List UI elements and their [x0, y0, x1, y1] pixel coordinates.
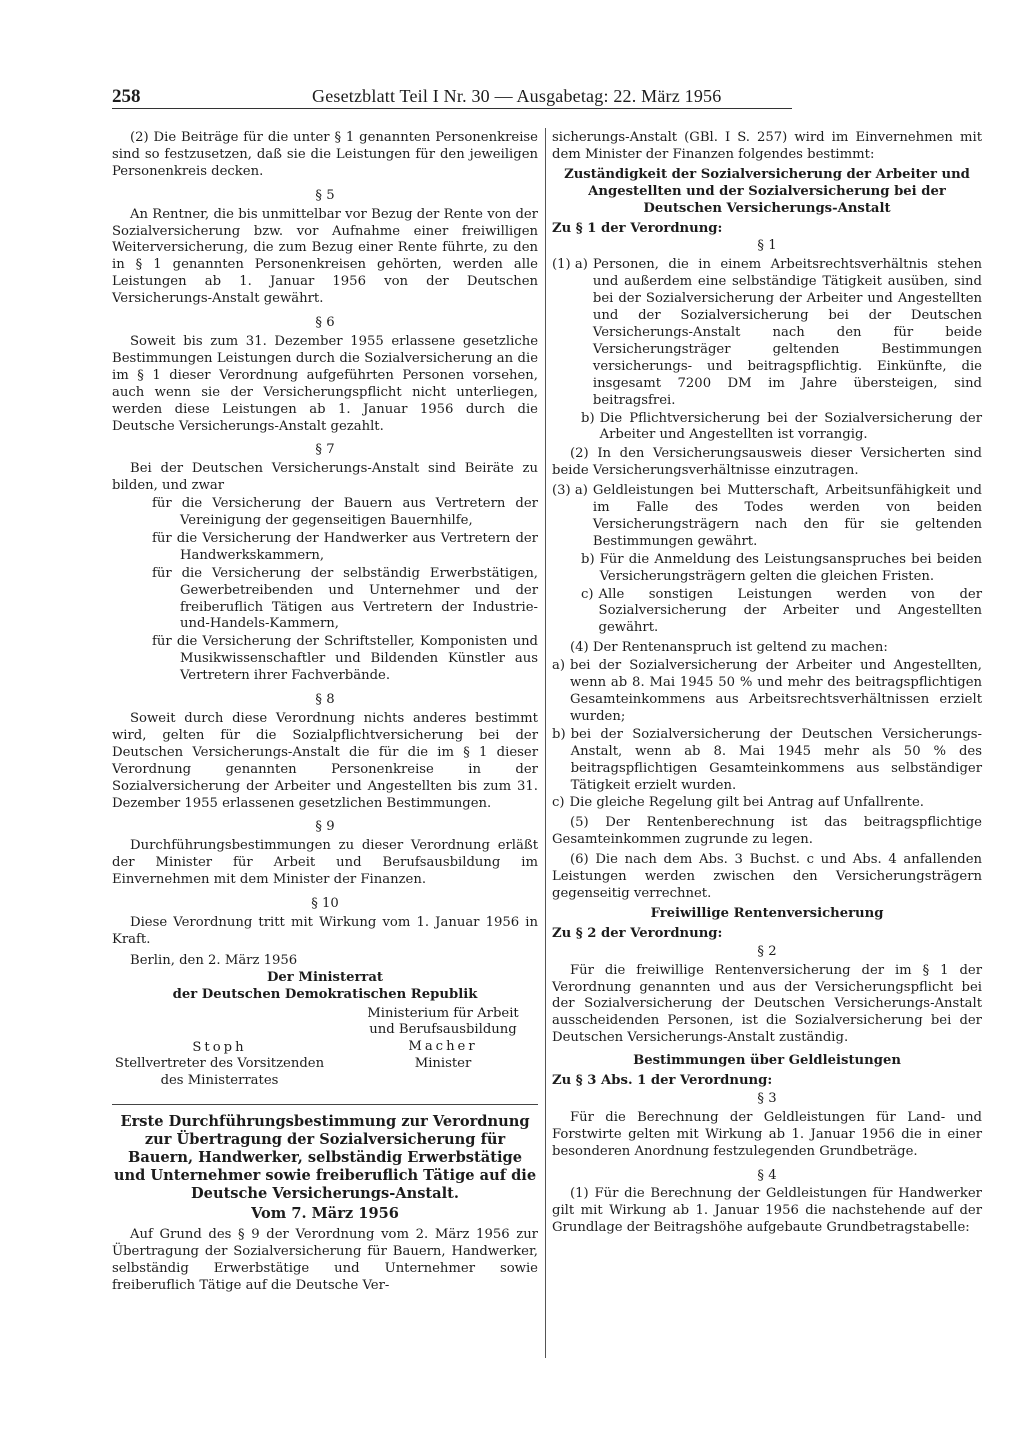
subheading-zu-2: Zu § 2 der Verordnung:	[552, 925, 723, 941]
left-column	[112, 130, 538, 1295]
subheading-zu-3: Zu § 3 Abs. 1 der Verordnung:	[552, 1073, 773, 1089]
paragraph-2: (2) Die Beiträge für die unter § 1 genannten Personenkreise sind so festzusetzen, daß sie die Leistungen für den jeweiligen Personenkreis decken.	[112, 130, 538, 179]
ministry-line-2: und Berufsausbildung	[369, 1022, 517, 1038]
page-header	[112, 86, 792, 109]
signature-right	[348, 1006, 538, 1091]
place-date: Berlin, den 2. März 1956	[130, 952, 298, 968]
section-8-heading: § 8	[315, 692, 335, 708]
section-1-heading: § 1	[757, 238, 777, 254]
signatory-role-left-1: Stellvertreter des Vorsitzenden	[114, 1056, 325, 1072]
list-item: für die Versicherung der Schriftsteller, Komponisten und Musikwissenschaftler und Bildenden Künstler aus Vertretern ihrer Fachverbände.	[152, 634, 538, 684]
section-5-text: An Rentner, die bis unmittelbar vor Bezug der Rente von der Sozialversicherung bzw. vor Aufnahme einer freiwilligen Weiterversicherung, die zum Bezug einer Rente führte, zu den in § 1 genannten Personenkreisen gehörten, werden alle Leistungen ab 1. Januar 1956 von der Deutschen Versicherungs-Anstalt gewährt.	[112, 206, 538, 307]
intro-continued: sicherungs-Anstalt (GBl. I S. 257) wird im Einvernehmen mit dem Minister der Finanzen folgendes bestimmt:	[552, 130, 982, 162]
list-item: c) Alle sonstigen Leistungen werden von der Sozialversicherung der Arbeiter und Angestellten gewährt.	[581, 586, 982, 636]
section-10-text: Diese Verordnung tritt mit Wirkung vom 1. Januar 1956 in Kraft.	[112, 914, 538, 947]
list-item: a) bei der Sozialversicherung der Arbeiter und Angestellten, wenn ab 8. Mai 1945 50 % und mehr des beitragspflichtigen Gesamteinkommens aus Arbeitsrechtsverhältnissen erzielt wurden;	[552, 658, 982, 724]
list-item: b) Für die Anmeldung des Leistungsanspruches bei beiden Versicherungsträgern gelten die gleichen Fristen.	[581, 551, 982, 584]
column-divider	[545, 128, 546, 1358]
signature-block	[112, 953, 538, 1090]
section-9-text: Durchführungsbestimmungen zu dieser Verordnung erläßt der Minister für Arbeit und Berufsausbildung im Einvernehmen mit dem Minister der Finanzen.	[112, 838, 538, 888]
ministry-line-1: Ministerium für Arbeit	[367, 1005, 519, 1021]
section-4-heading: § 4	[757, 1167, 777, 1183]
section-5-heading: § 5	[315, 187, 335, 203]
section-6-text: Soweit bis zum 31. Dezember 1955 erlassene gesetzliche Bestimmungen Leistungen durch die Sozialversicherung an die im § 1 dieser Verordnung aufgeführten Personen vorsehen, auch wenn sie der Versicherungspflicht nicht unterliegen, werden diese Leistungen ab 1. Januar 1956 durch die Deutsche Versicherungs-Anstalt gezahlt.	[112, 333, 538, 434]
list-item: b) Die Pflichtversicherung bei der Sozialversicherung der Arbeiter und Angestellten ist vorrangig.	[581, 410, 982, 443]
section-2-text: Für die freiwillige Rentenversicherung der im § 1 der Verordnung genannten und aus der Versicherungspflicht bei der Sozialversicherung der Deutschen Versicherungs-Anstalt ausscheidenden Personen, ist die Sozialversicherung bei der Deutschen Versicherungs-Anstalt zuständig.	[552, 962, 982, 1046]
section-7-heading: § 7	[315, 442, 335, 458]
regulation-date: Vom 7. März 1956	[251, 1205, 399, 1223]
list-item: (3) a) Geldleistungen bei Mutterschaft, Arbeitsunfähigkeit und im Falle des Todes werden von beiden Versicherungsträgern nach den für sie geltenden Bestimmungen gewährt.	[552, 483, 982, 549]
signature-org-2: der Deutschen Demokratischen Republik	[172, 986, 478, 1002]
heading-cash-benefits: Bestimmungen über Geldleistungen	[633, 1053, 901, 1069]
signatory-role-right: Minister	[414, 1056, 472, 1072]
page-number: 258	[112, 86, 141, 107]
signature-org-1: Der Ministerrat	[266, 969, 383, 985]
signatory-role-left-2: des Ministerrates	[160, 1073, 279, 1089]
section-9-heading: § 9	[315, 819, 335, 835]
section-7-text: Bei der Deutschen Versicherungs-Anstalt sind Beiräte zu bilden, und zwar	[112, 461, 538, 494]
paragraph-2: (2) In den Versicherungsausweis dieser Versicherten sind beide Versicherungsverhältnisse einzutragen.	[552, 446, 982, 479]
section-6-heading: § 6	[315, 315, 335, 331]
heading-voluntary-insurance: Freiwillige Rentenversicherung	[650, 905, 884, 921]
right-column	[552, 130, 982, 1237]
list-item: für die Versicherung der selbständig Erwerbstätigen, Gewerbetreibenden und Unternehmer und der freiberuflich Tätigen aus Vertretern der Industrie-und-Handels-Kammern,	[152, 565, 538, 632]
heading-competence: Zuständigkeit der Sozialversicherung der Arbeiter und Angestellten und der Sozialversicherung bei der Deutschen Versicherungs-Anstalt	[564, 166, 970, 216]
signatory-name-right: Macher	[408, 1039, 478, 1055]
list-item: b) bei der Sozialversicherung der Deutschen Versicherungs-Anstalt, wenn ab 8. Mai 1945 mehr als 50 % des beitragspflichtigen Gesamteinkommens aus selbständiger Tätigkeit erzielt wurden.	[552, 726, 982, 793]
paragraph-5: (5) Der Rentenberechnung ist das beitragspflichtige Gesamteinkommen zugrunde zu legen.	[552, 815, 982, 848]
signature-left	[112, 1006, 327, 1091]
subheading-zu-1: Zu § 1 der Verordnung:	[552, 220, 723, 236]
section-2-heading: § 2	[757, 943, 777, 959]
paragraph-6: (6) Die nach dem Abs. 3 Buchst. c und Abs. 4 anfallenden Leistungen werden zwischen den Versicherungsträgern gegenseitig verrechnet.	[552, 852, 982, 901]
signatory-name-left: Stoph	[192, 1039, 247, 1055]
section-3-text: Für die Berechnung der Geldleistungen für Land- und Forstwirte gelten mit Wirkung ab 1. Januar 1956 die in einer besonderen Anordnung festzulegenden Grundbeträge.	[552, 1109, 982, 1159]
signature-row	[112, 1006, 538, 1091]
paragraph-4: (4) Der Rentenanspruch ist geltend zu machen:	[570, 640, 888, 656]
list-item: c) Die gleiche Regelung gilt bei Antrag auf Unfallrente.	[552, 795, 924, 811]
section-4-text: (1) Für die Berechnung der Geldleistungen für Handwerker gilt mit Wirkung ab 1. Januar 1956 die nachstehende auf der Grundlage der Beitragshöhe aufgebaute Grundbetragstabelle:	[552, 1186, 982, 1236]
section-10-heading: § 10	[311, 896, 339, 912]
list-item: für die Versicherung der Handwerker aus Vertretern der Handwerkskammern,	[152, 530, 538, 563]
list-item: für die Versicherung der Bauern aus Vertretern der Vereinigung der gegenseitigen Bauernhilfe,	[152, 496, 538, 529]
horizontal-rule	[112, 1104, 538, 1105]
regulation-intro: Auf Grund des § 9 der Verordnung vom 2. März 1956 zur Übertragung der Sozialversicherung für Bauern, Handwerker, selbständig Erwerbstätige und Unternehmer sowie freiberuflich Tätige auf die Deutsche Ver-	[112, 1227, 538, 1293]
header-title: Gesetzblatt Teil I Nr. 30 — Ausgabetag: 22. März 1956	[312, 86, 722, 106]
section-8-text: Soweit durch diese Verordnung nichts anderes bestimmt wird, gelten für die Sozialpflichtversicherung bei der Deutschen Versicherungs-Anstalt die für die im § 1 dieser Verordnung genannten Personenkreise in der Sozialversicherung der Arbeiter und Angestellten bis zum 31. Dezember 1955 erlassenen gesetzlichen Bestimmungen.	[112, 711, 538, 811]
list-item: (1) a) Personen, die in einem Arbeitsrechtsverhältnis stehen und außerdem eine selbständige Tätigkeit ausüben, sind bei der Sozialversicherung der Arbeiter und Angestellten und der Sozialversicherung bei der Deutschen Versicherungs-Anstalt nach den für beide Versicherungsträger geltenden Bestimmungen versicherungs- und beitragspflichtig. Einkünfte, die insgesamt 7200 DM im Jahre übersteigen, sind beitragsfrei.	[552, 257, 982, 408]
regulation-title: Erste Durchführungsbestimmung zur Verordnung zur Übertragung der Sozialversicherung für Bauern, Handwerker, selbständig Erwerbstätige und Unternehmer sowie freiberuflich Tätige auf die Deutsche Versicherungs-Anstalt.	[113, 1113, 537, 1203]
section-3-heading: § 3	[757, 1090, 777, 1106]
